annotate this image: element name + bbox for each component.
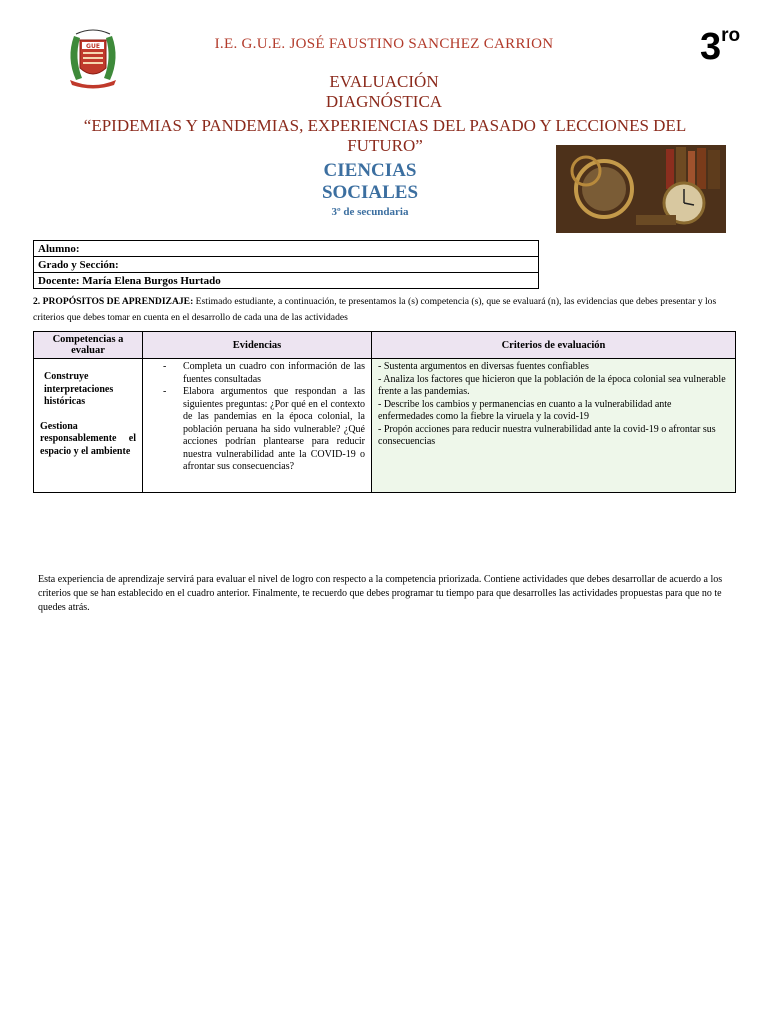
header-criteria: Criterios de evaluación xyxy=(372,332,736,359)
subject-line-1: CIENCIAS xyxy=(323,160,417,181)
student-info-table xyxy=(33,240,539,289)
grade-suffix: ro xyxy=(721,25,741,47)
grade-section-field[interactable]: Grado y Sección: xyxy=(34,257,539,273)
evidences-cell xyxy=(143,359,372,493)
subject-line-2: SOCIALES xyxy=(321,182,419,203)
header-evidences: Evidencias xyxy=(143,332,372,359)
title-line-2: DIAGNÓSTICA xyxy=(325,92,443,111)
subject-title xyxy=(300,160,440,204)
criterion-3: - Describe los cambios y permanencias en cuanto a la vulnerabilidad ante enfermedades como la fiebre la viruela y la covid-19 xyxy=(378,398,672,422)
purpose-text: Estimado estudiante, a continuación, te presentamos la (s) competencia (s), que se evaluará (n), las evidencias que debes presentar y los criterios que debes tomar en cuenta en el desarrollo de cada una de las actividades xyxy=(33,296,717,323)
criteria-cell xyxy=(372,359,736,493)
antique-compass-image xyxy=(556,145,726,233)
evidence-2: Elabora argumentos que respondan a las siguientes preguntas: ¿Por qué en el contexto de las pandemias en la época colonial, la población peruana ha sido vulnerable? ¿Qué acciones podrían plantearse para reducir nuestra vulnerabilidad ante la COVID-19 o afrontar sus consecuencias? xyxy=(183,386,365,472)
competency-2: Gestiona responsablemente el espacio y el ambiente xyxy=(40,420,136,457)
teacher-field: Docente: María Elena Burgos Hurtado xyxy=(34,273,539,289)
grade-badge xyxy=(700,26,740,69)
level-label: 3º de secundaria xyxy=(331,206,409,218)
header-competencies: Competencias a evaluar xyxy=(34,332,143,359)
evaluation-title xyxy=(0,72,768,112)
competencies-cell xyxy=(34,359,143,493)
school-name: I.E. G.U.E. JOSÉ FAUSTINO SANCHEZ CARRION xyxy=(214,36,554,52)
grade-number: 3 xyxy=(700,26,722,68)
criterion-4: - Propón acciones para reducir nuestra vulnerabilidad ante la covid-19 o afrontar sus consecuencias xyxy=(378,423,716,447)
title-line-1: EVALUACIÓN xyxy=(329,72,439,91)
experience-title: “EPIDEMIAS Y PANDEMIAS, EXPERIENCIAS DEL PASADO Y LECCIONES DEL FUTURO” xyxy=(83,116,687,155)
closing-paragraph: Esta experiencia de aprendizaje servirá para evaluar el nivel de logro con respecto a la competencia priorizada. Contiene actividades que debes desarrollar de acuerdo a los criterios que se han establecido en el cuadro anterior. Finalmente, te recuerdo que debes programar tu tiempo para que desarrolles las actividades propuestas para que no te quedes atrás. xyxy=(38,574,723,613)
evidence-item: - Completa un cuadro con información de las fuentes consultadas xyxy=(163,361,365,385)
logo-letters: GUE xyxy=(86,43,100,50)
competency-1: Construye interpretaciones históricas xyxy=(44,371,114,407)
purpose-heading: 2. PROPÓSITOS DE APRENDIZAJE: xyxy=(33,296,194,307)
evidence-1: Completa un cuadro con información de las fuentes consultadas xyxy=(183,361,365,385)
competencies-table xyxy=(33,331,736,493)
criterion-1: - Sustenta argumentos en diversas fuentes confiables xyxy=(378,361,589,372)
evidence-item: - Elabora argumentos que respondan a las siguientes preguntas: ¿Por qué en el contexto de las pandemias en la época colonial, la población peruana ha sido vulnerable? ¿Qué acciones podrían plantearse para reducir nuestra vulnerabilidad ante la COVID-19 o afrontar sus consecuencias? xyxy=(163,386,365,472)
criterion-2: - Analiza los factores que hicieron que la población de la época colonial sea vulnerable frente a las pandemias. xyxy=(378,373,726,397)
student-field[interactable]: Alumno: xyxy=(34,241,539,257)
learning-purposes xyxy=(33,294,733,326)
